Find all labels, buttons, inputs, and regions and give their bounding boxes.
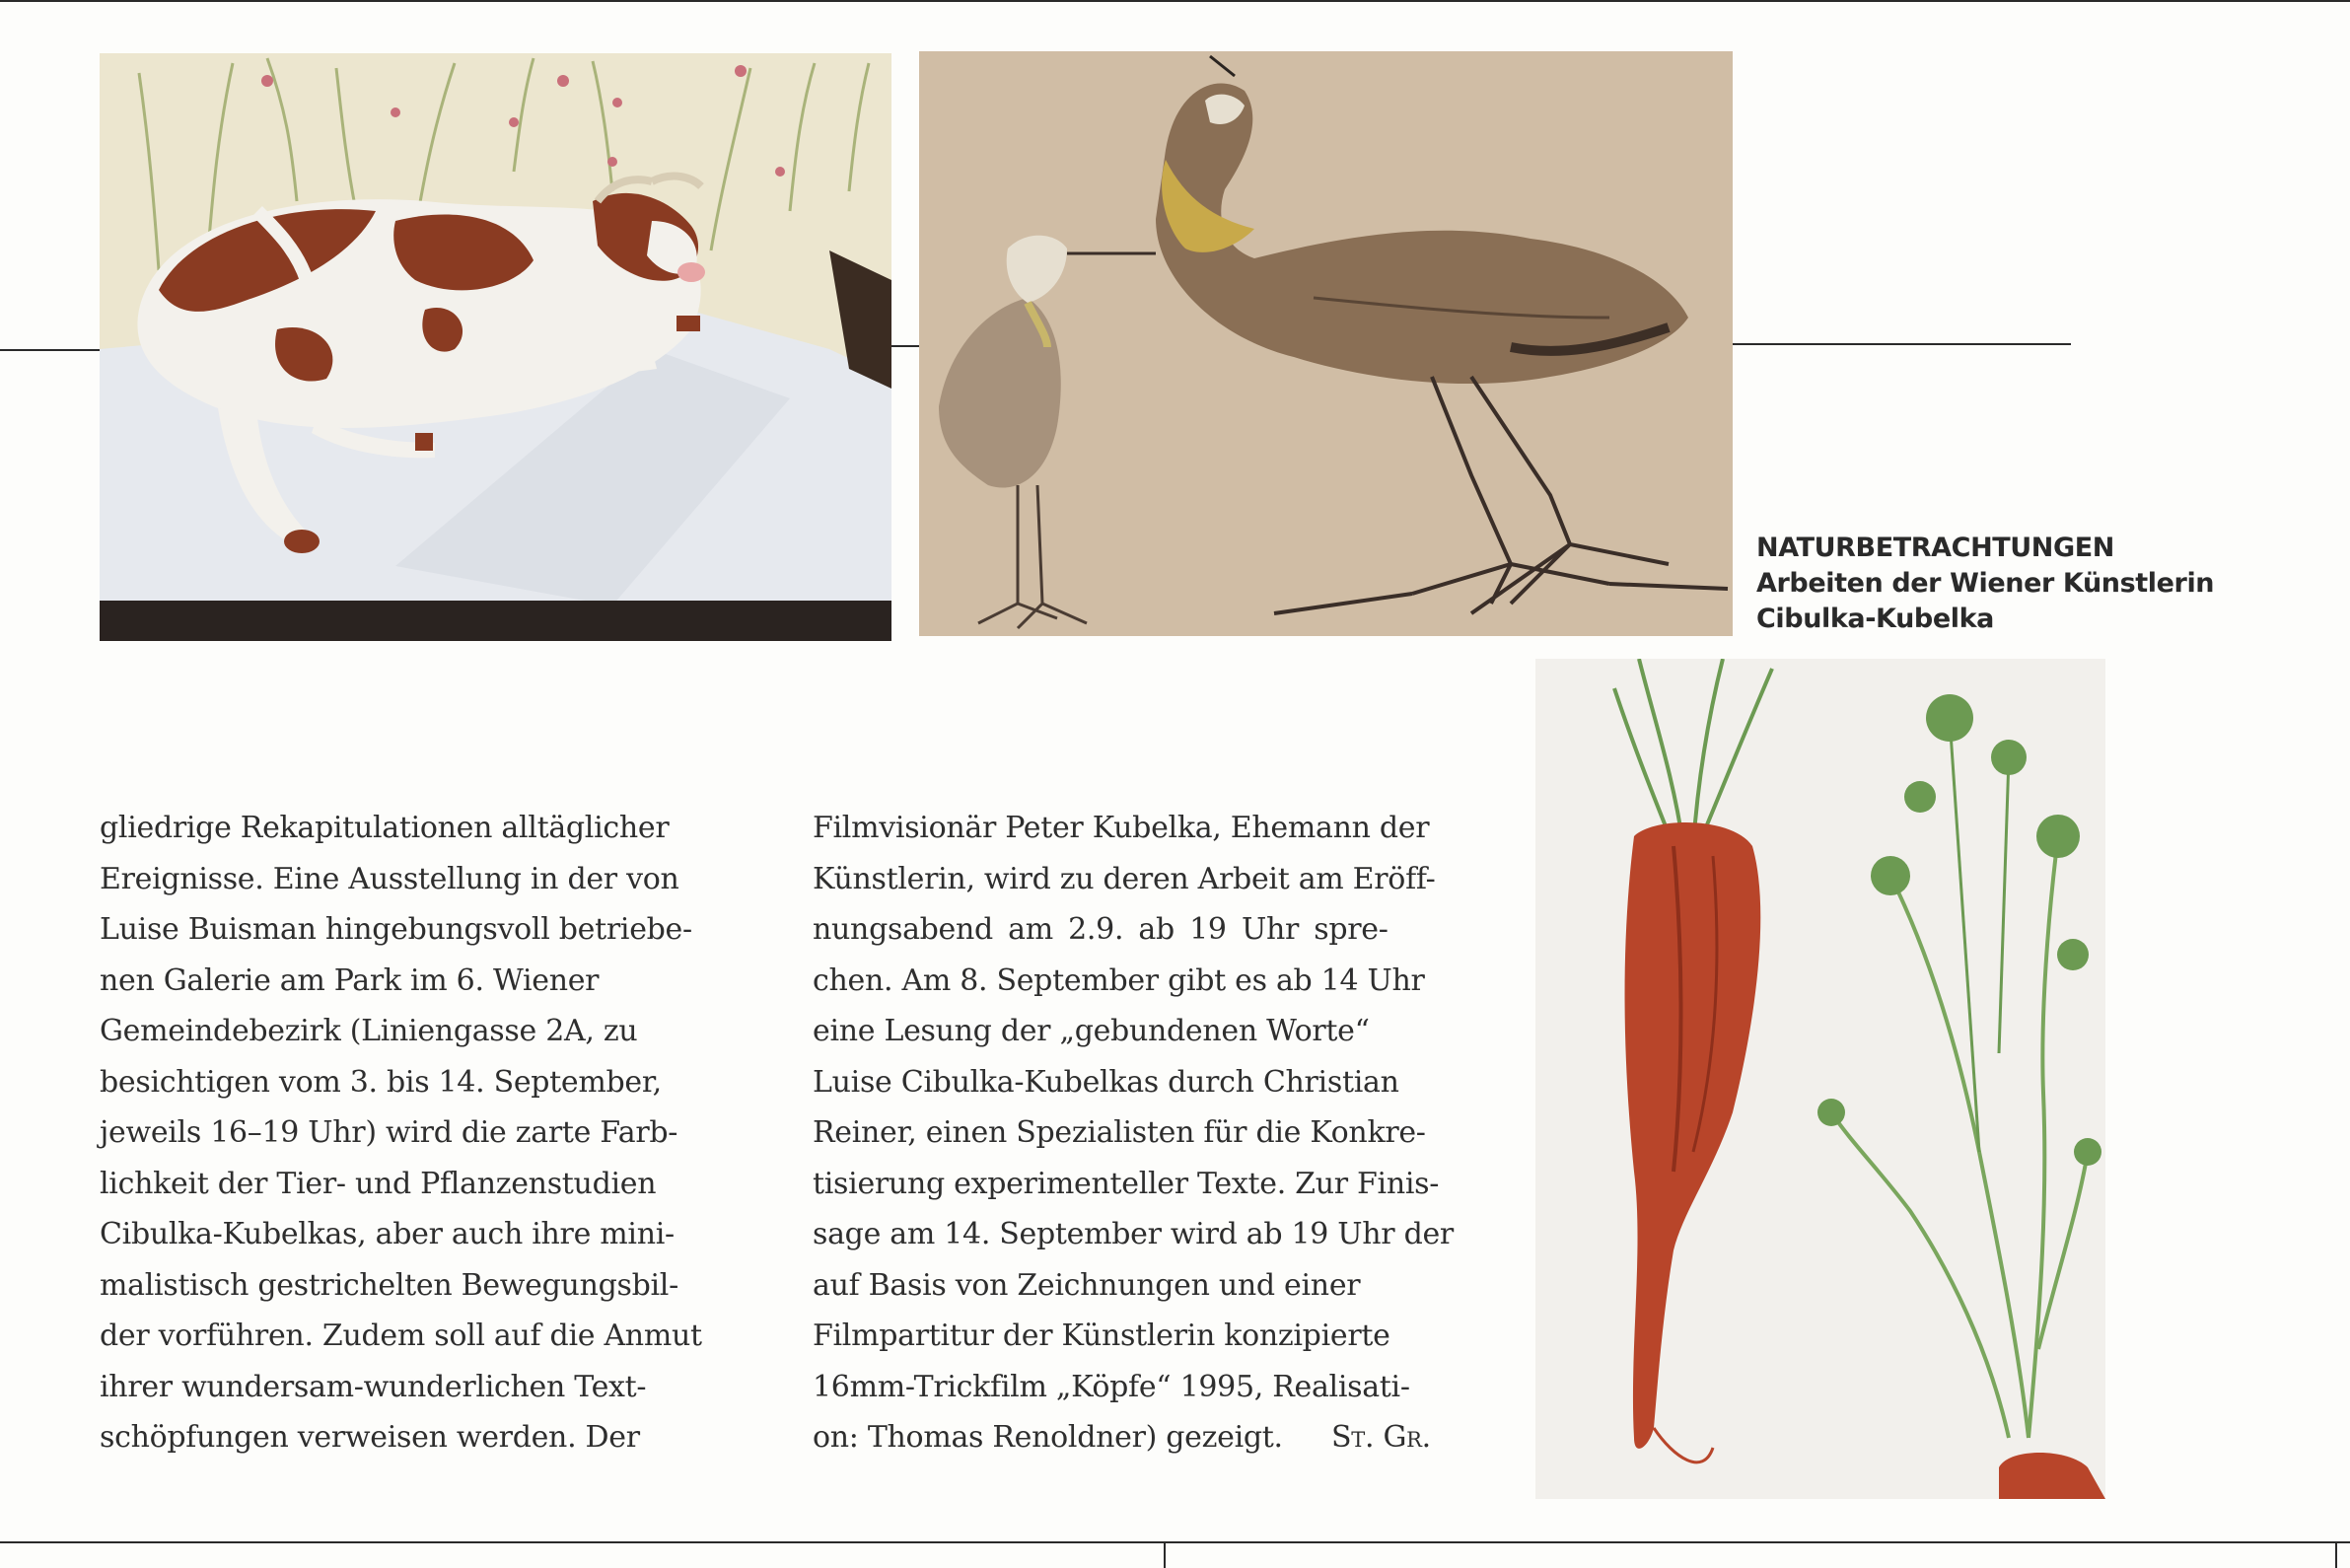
column-2-line: Filmpartitur der Künstlerin konzipierte bbox=[813, 1319, 1390, 1353]
column-1-line: malistisch gestrichelten Bewegungsbil- bbox=[100, 1267, 678, 1303]
cow-painting bbox=[100, 53, 891, 641]
column-1-line: gliedrige Rekapitulationen alltäglicher bbox=[100, 811, 670, 845]
caption-subtitle-line-2: Cibulka-Kubelka bbox=[1756, 604, 1994, 634]
column-1-line: der vorführen. Zudem soll auf die Anmut bbox=[100, 1319, 702, 1353]
column-2-line: 16mm-Trickfilm „Köpfe“ 1995, Realisati- bbox=[813, 1369, 1410, 1404]
column-1-line: Luise Buisman hingebungsvoll betriebe- bbox=[100, 912, 692, 947]
column-2-line: Reiner, einen Spezialisten für die Konkre- bbox=[813, 1115, 1426, 1150]
horizontal-rule-middle bbox=[891, 345, 919, 347]
article-column-2 bbox=[813, 803, 1483, 1463]
column-1-line: lichkeit der Tier- und Pflanzenstudien bbox=[100, 1166, 657, 1201]
column-2-line: Künstlerin, wird zu deren Arbeit am Eröff- bbox=[813, 861, 1436, 896]
column-1-line: jeweils 16–19 Uhr) wird die zarte Farb- bbox=[100, 1115, 678, 1150]
caption-subtitle-line-1: Arbeiten der Wiener Künstlerin bbox=[1756, 568, 2215, 599]
column-2-line: eine Lesung der „gebundenen Worte“ bbox=[813, 1014, 1370, 1048]
column-1-line: nen Galerie am Park im 6. Wiener bbox=[100, 962, 600, 998]
column-1-line: schöpfungen verweisen werden. Der bbox=[100, 1420, 640, 1455]
column-1-line: Gemeindebezirk (Liniengasse 2A, zu bbox=[100, 1014, 638, 1048]
column-2-line: auf Basis von Zeichnungen und einer bbox=[813, 1267, 1361, 1303]
carrot-painting bbox=[1535, 659, 2105, 1499]
column-2-line: chen. Am 8. September gibt es ab 14 Uhr bbox=[813, 962, 1425, 998]
column-2-line: Luise Cibulka-Kubelkas durch Christian bbox=[813, 1064, 1399, 1100]
column-1-line: Ereignisse. Eine Ausstellung in der von bbox=[100, 861, 679, 896]
horizontal-rule-left bbox=[0, 349, 101, 351]
column-2-line-text: on: Thomas Renoldner) gezeigt. bbox=[813, 1420, 1283, 1455]
bottom-right-divider bbox=[2335, 1541, 2337, 1568]
column-2-line: sage am 14. September wird ab 19 Uhr der bbox=[813, 1217, 1454, 1251]
column-2-line: Filmvisionär Peter Kubelka, Ehemann der bbox=[813, 811, 1430, 845]
image-caption bbox=[1756, 531, 2214, 637]
bottom-rule bbox=[0, 1541, 2350, 1543]
bird-drawing bbox=[919, 51, 1733, 636]
column-1-line: ihrer wundersam-wunderlichen Text- bbox=[100, 1369, 647, 1404]
top-rule bbox=[0, 0, 2350, 2]
horizontal-rule-right bbox=[1733, 343, 2071, 345]
column-1-line: besichtigen vom 3. bis 14. September, bbox=[100, 1064, 662, 1100]
author-signature: St. Gr. bbox=[1331, 1420, 1431, 1455]
caption-title: NATURBETRACHTUNGEN bbox=[1756, 533, 2115, 563]
column-2-line: tisierung experimenteller Texte. Zur Finis- bbox=[813, 1166, 1440, 1201]
bottom-column-divider bbox=[1164, 1541, 1166, 1568]
article-column-1 bbox=[100, 803, 770, 1463]
column-2-line-last bbox=[813, 1412, 1483, 1463]
column-2-line: nungsabend am 2.9. ab 19 Uhr spre- bbox=[813, 912, 1389, 947]
column-1-line: Cibulka-Kubelkas, aber auch ihre mini- bbox=[100, 1217, 675, 1251]
